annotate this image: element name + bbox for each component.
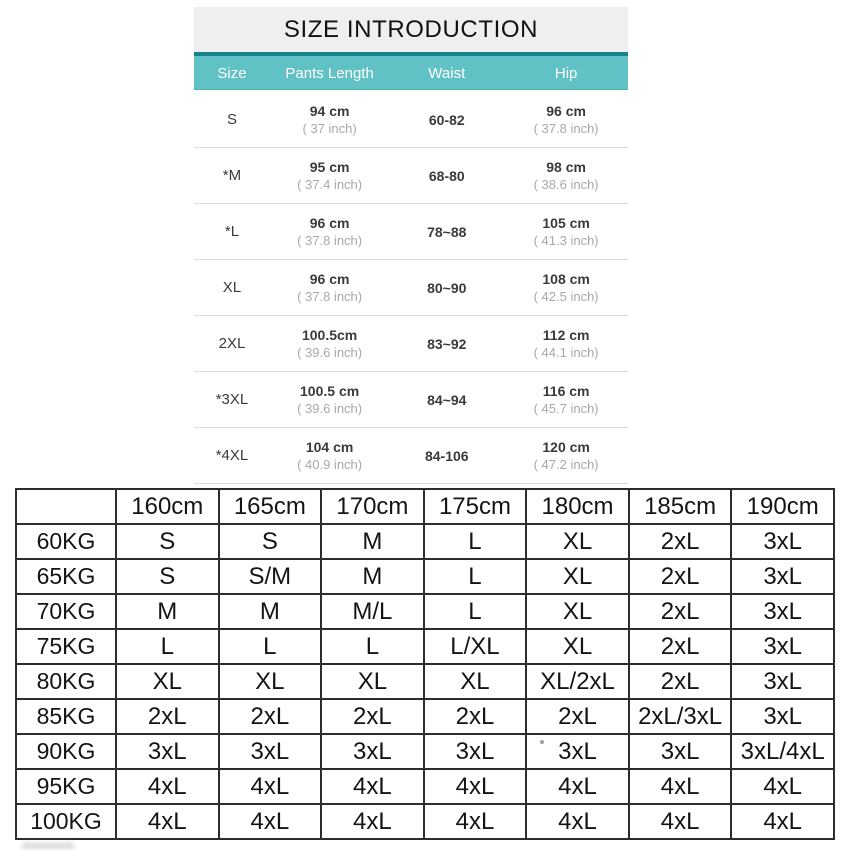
- size-cell: 3xL: [526, 734, 629, 769]
- size-cell: 3xL/4xL: [731, 734, 834, 769]
- weight-label: 70KG: [16, 594, 116, 629]
- size-cell: 4xL: [731, 804, 834, 839]
- size-value: XL: [222, 279, 242, 296]
- size-cell: S/M: [219, 559, 322, 594]
- column-header-hip: Hip: [554, 64, 578, 82]
- size-value: *3XL: [215, 391, 249, 408]
- height-header-180cm: 180cm: [526, 489, 629, 524]
- size-cell: 2xL: [629, 524, 732, 559]
- pants-length-inch: ( 37.4 inch): [297, 176, 363, 192]
- stray-dot-artifact: [540, 740, 544, 744]
- size-cell: 3xL: [731, 524, 834, 559]
- size-cell: XL: [116, 664, 219, 699]
- size-table-body: [194, 92, 628, 484]
- weight-label: 100KG: [16, 804, 116, 839]
- size-row-xl: [194, 260, 628, 316]
- column-header-waist: Waist: [428, 64, 466, 82]
- pants-length-cm: 96 cm: [309, 214, 350, 231]
- size-cell: M: [321, 559, 424, 594]
- size-cell: 4xL: [321, 769, 424, 804]
- size-cell: 4xL: [321, 804, 424, 839]
- size-cell: 4xL: [526, 804, 629, 839]
- waist-value: 84~94: [427, 391, 467, 408]
- column-header-size: Size: [217, 64, 247, 82]
- size-cell: 2xL/3xL: [629, 699, 732, 734]
- size-cell: 3xL: [629, 734, 732, 769]
- size-row-4xl: [194, 428, 628, 484]
- size-cell: 3xL: [731, 594, 834, 629]
- matrix-row-90kg: [16, 734, 834, 769]
- size-cell: 3xL: [731, 664, 834, 699]
- size-cell: L: [424, 559, 527, 594]
- hip-inch: ( 44.1 inch): [533, 344, 599, 360]
- size-row-3xl: [194, 372, 628, 428]
- pants-length-cm: 95 cm: [309, 158, 350, 175]
- cropped-text-artifact: [22, 843, 74, 849]
- size-value: S: [226, 111, 237, 128]
- pants-length-inch: ( 40.9 inch): [297, 456, 363, 472]
- height-header-170cm: 170cm: [321, 489, 424, 524]
- hip-cm: 120 cm: [542, 438, 590, 455]
- size-cell: S: [116, 559, 219, 594]
- height-header-185cm: 185cm: [629, 489, 732, 524]
- matrix-row-65kg: [16, 559, 834, 594]
- size-cell: 2xL: [116, 699, 219, 734]
- weight-label: 65KG: [16, 559, 116, 594]
- size-cell: 3xL: [424, 734, 527, 769]
- hip-cm: 116 cm: [542, 382, 590, 399]
- waist-value: 84-106: [424, 447, 469, 464]
- hip-inch: ( 45.7 inch): [533, 400, 599, 416]
- weight-label: 60KG: [16, 524, 116, 559]
- matrix-row-80kg: [16, 664, 834, 699]
- weight-label: 75KG: [16, 629, 116, 664]
- size-cell: 2xL: [526, 699, 629, 734]
- size-cell: M: [116, 594, 219, 629]
- waist-value: 68-80: [428, 167, 465, 184]
- size-cell: 3xL: [731, 559, 834, 594]
- pants-length-inch: ( 37.8 inch): [297, 288, 363, 304]
- size-cell: 2xL: [629, 629, 732, 664]
- hip-cm: 105 cm: [542, 214, 590, 231]
- size-cell: 2xL: [629, 664, 732, 699]
- size-cell: L: [219, 629, 322, 664]
- hip-cm: 108 cm: [542, 270, 590, 287]
- size-cell: 4xL: [731, 769, 834, 804]
- pants-length-inch: ( 37.8 inch): [297, 232, 363, 248]
- size-cell: M: [219, 594, 322, 629]
- size-introduction-table: [194, 7, 628, 484]
- size-table-header-row: [194, 52, 628, 90]
- size-row-2xl: [194, 316, 628, 372]
- size-cell: S: [219, 524, 322, 559]
- waist-value: 83~92: [427, 335, 467, 352]
- hip-inch: ( 37.8 inch): [533, 120, 599, 136]
- size-cell: XL: [526, 524, 629, 559]
- matrix-header-row: [16, 489, 834, 524]
- hip-inch: ( 38.6 inch): [533, 176, 599, 192]
- matrix-corner-cell: [16, 489, 116, 524]
- size-value: *L: [224, 223, 240, 240]
- size-cell: 3xL: [731, 629, 834, 664]
- size-cell: 3xL: [219, 734, 322, 769]
- size-cell: L: [116, 629, 219, 664]
- pants-length-cm: 104 cm: [305, 438, 354, 455]
- size-cell: 3xL: [321, 734, 424, 769]
- size-cell: L: [424, 524, 527, 559]
- size-cell: 4xL: [219, 769, 322, 804]
- size-cell: 4xL: [116, 769, 219, 804]
- size-cell: 2xL: [424, 699, 527, 734]
- size-row-m: [194, 148, 628, 204]
- waist-value: 60-82: [428, 111, 465, 128]
- matrix-row-95kg: [16, 769, 834, 804]
- weight-label: 90KG: [16, 734, 116, 769]
- weight-label: 95KG: [16, 769, 116, 804]
- height-header-160cm: 160cm: [116, 489, 219, 524]
- size-cell: 2xL: [219, 699, 322, 734]
- size-cell: XL: [526, 594, 629, 629]
- size-cell: XL: [526, 629, 629, 664]
- size-cell: XL: [219, 664, 322, 699]
- pants-length-cm: 96 cm: [309, 270, 350, 287]
- matrix-row-85kg: [16, 699, 834, 734]
- height-header-190cm: 190cm: [731, 489, 834, 524]
- hip-cm: 96 cm: [546, 102, 586, 119]
- matrix-row-70kg: [16, 594, 834, 629]
- size-cell: 4xL: [526, 769, 629, 804]
- size-cell: 2xL: [321, 699, 424, 734]
- matrix-row-60kg: [16, 524, 834, 559]
- size-value: *4XL: [215, 447, 249, 464]
- pants-length-cm: 100.5cm: [301, 326, 358, 343]
- pants-length-cm: 94 cm: [309, 102, 350, 119]
- size-cell: 4xL: [116, 804, 219, 839]
- pants-length-cm: 100.5 cm: [300, 382, 360, 399]
- size-cell: 4xL: [424, 769, 527, 804]
- size-value: 2XL: [218, 335, 246, 352]
- hip-inch: ( 42.5 inch): [533, 288, 599, 304]
- size-cell: XL: [526, 559, 629, 594]
- waist-value: 78~88: [427, 223, 467, 240]
- hip-cm: 98 cm: [546, 158, 586, 175]
- pants-length-inch: ( 39.6 inch): [297, 400, 363, 416]
- height-header-165cm: 165cm: [219, 489, 322, 524]
- hip-inch: ( 47.2 inch): [533, 456, 599, 472]
- matrix-row-75kg: [16, 629, 834, 664]
- size-introduction-title: SIZE INTRODUCTION: [194, 7, 628, 52]
- hip-cm: 112 cm: [542, 326, 590, 343]
- size-cell: XL: [321, 664, 424, 699]
- size-cell: L: [424, 594, 527, 629]
- size-cell: 4xL: [219, 804, 322, 839]
- size-cell: S: [116, 524, 219, 559]
- matrix-row-100kg: [16, 804, 834, 839]
- size-cell: 4xL: [629, 769, 732, 804]
- weight-label: 85KG: [16, 699, 116, 734]
- size-cell: 4xL: [629, 804, 732, 839]
- size-cell: 3xL: [116, 734, 219, 769]
- size-cell: 2xL: [629, 594, 732, 629]
- waist-value: 80~90: [427, 279, 467, 296]
- hip-inch: ( 41.3 inch): [533, 232, 599, 248]
- size-cell: L: [321, 629, 424, 664]
- size-cell: 3xL: [731, 699, 834, 734]
- size-cell: 4xL: [424, 804, 527, 839]
- size-value: *M: [222, 167, 242, 184]
- size-cell: M/L: [321, 594, 424, 629]
- size-row-s: [194, 92, 628, 148]
- size-cell: 2xL: [629, 559, 732, 594]
- pants-length-inch: ( 37 inch): [302, 120, 357, 136]
- weight-label: 80KG: [16, 664, 116, 699]
- size-row-l: [194, 204, 628, 260]
- size-cell: XL/2xL: [526, 664, 629, 699]
- size-cell: M: [321, 524, 424, 559]
- size-cell: XL: [424, 664, 527, 699]
- weight-height-size-matrix: [15, 488, 835, 840]
- column-header-pants-length: Pants Length: [285, 64, 374, 82]
- size-cell: L/XL: [424, 629, 527, 664]
- height-header-175cm: 175cm: [424, 489, 527, 524]
- pants-length-inch: ( 39.6 inch): [297, 344, 363, 360]
